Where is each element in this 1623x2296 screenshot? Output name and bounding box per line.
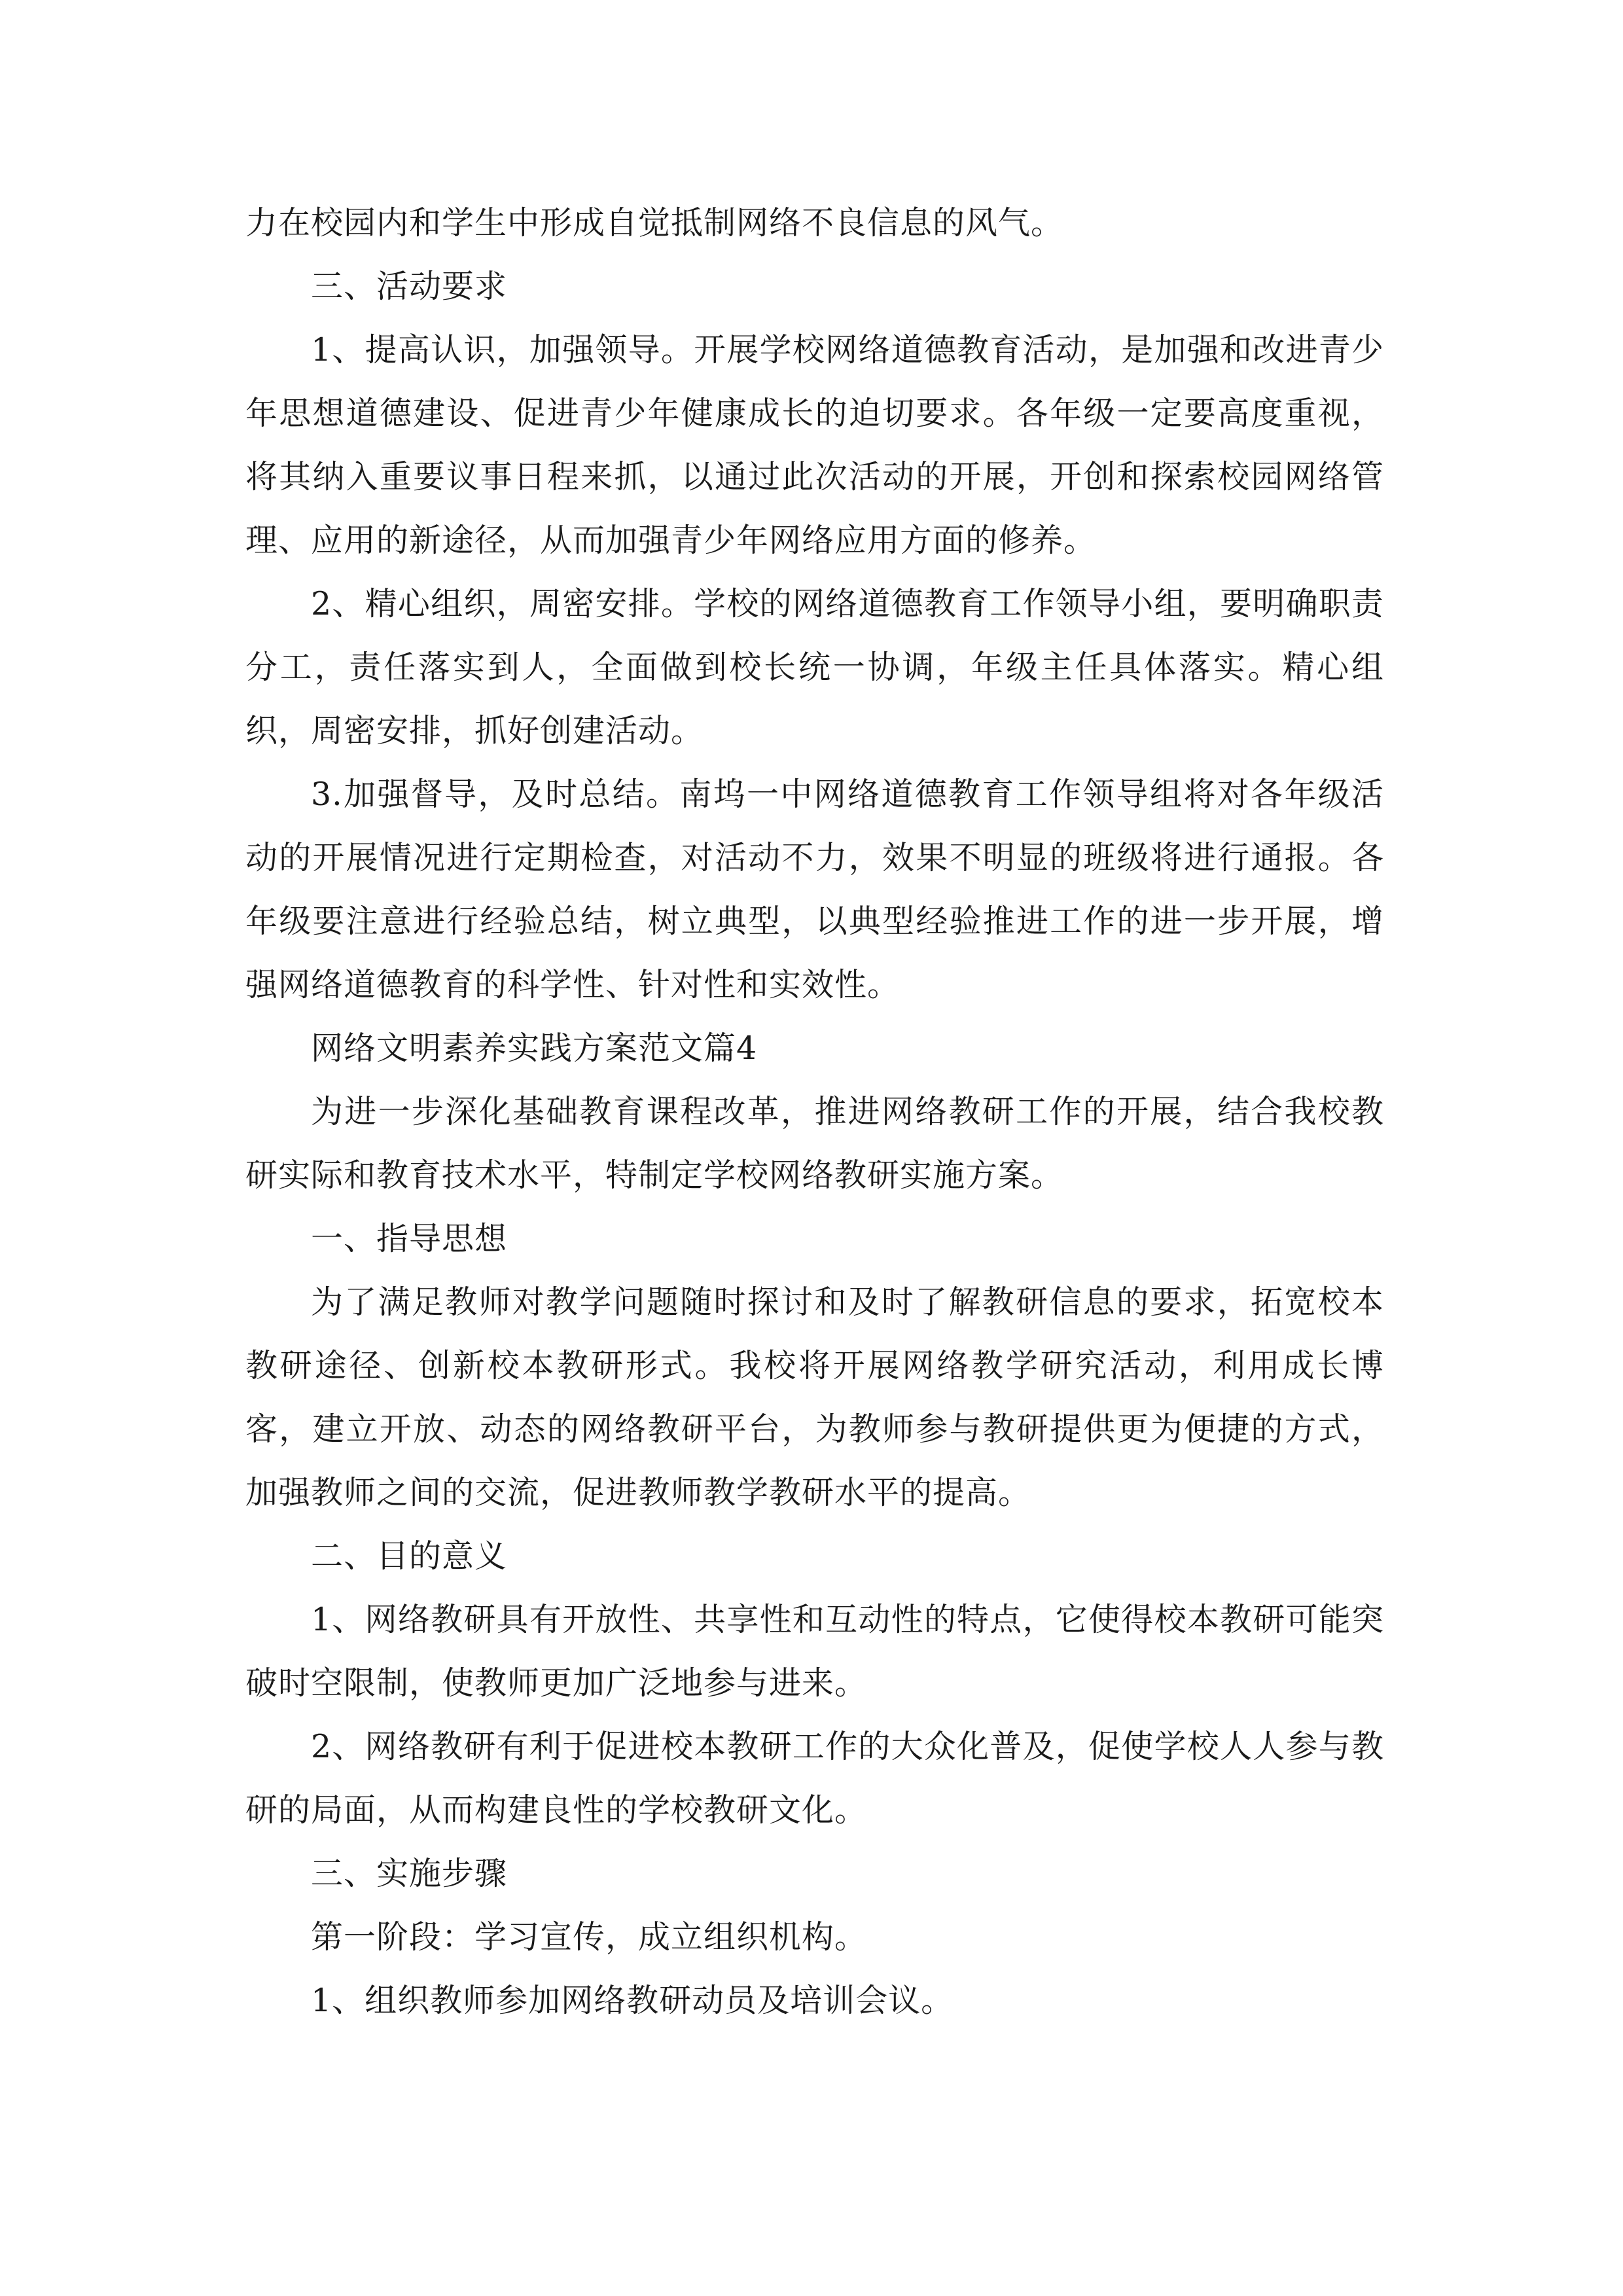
paragraph: 2、精心组织，周密安排。学校的网络道德教育工作领导小组，要明确职责分工，责任落实到人，全面做到校长统一协调，年级主任具体落实。精心组织，周密安排，抓好创建活动。 xyxy=(245,585,1384,749)
section-heading: 二、目的意义 xyxy=(311,1537,508,1575)
paragraph: 1、网络教研具有开放性、共享性和互动性的特点，它使得校本教研可能突破时空限制，使教师更加广泛地参与进来。 xyxy=(245,1601,1384,1702)
section-heading: 一、指导思想 xyxy=(311,1220,508,1257)
section-heading: 三、活动要求 xyxy=(311,268,508,305)
document-body xyxy=(245,191,1384,2032)
paragraph: 1、提高认识，加强领导。开展学校网络道德教育活动，是加强和改进青少年思想道德建设、促进青少年健康成长的迫切要求。各年级一定要高度重视，将其纳入重要议事日程来抓，以通过此次活动的开展，开创和探索校园网络管理、应用的新途径，从而加强青少年网络应用方面的修养。 xyxy=(245,331,1384,559)
paragraph: 为了满足教师对教学问题随时探讨和及时了解教研信息的要求，拓宽校本教研途径、创新校本教研形式。我校将开展网络教学研究活动，利用成长博客，建立开放、动态的网络教研平台，为教师参与教研提供更为便捷的方式，加强教师之间的交流，促进教师教学教研水平的提高。 xyxy=(245,1283,1384,1511)
paragraph: 力在校园内和学生中形成自觉抵制网络不良信息的风气。 xyxy=(245,204,1064,242)
article-title: 网络文明素养实践方案范文篇4 xyxy=(311,1030,758,1067)
section-heading: 三、实施步骤 xyxy=(311,1855,508,1892)
paragraph: 第一阶段：学习宣传，成立组织机构。 xyxy=(311,1918,868,1956)
paragraph: 为进一步深化基础教育课程改革，推进网络教研工作的开展，结合我校教研实际和教育技术水平，特制定学校网络教研实施方案。 xyxy=(245,1093,1384,1194)
paragraph: 1、组织教师参加网络教研动员及培训会议。 xyxy=(311,1982,954,2019)
paragraph: 3.加强督导，及时总结。南坞一中网络道德教育工作领导组将对各年级活动的开展情况进行定期检查，对活动不力，效果不明显的班级将进行通报。各年级要注意进行经验总结，树立典型，以典型经验推进工作的进一步开展，增强网络道德教育的科学性、针对性和实效性。 xyxy=(245,776,1384,1003)
paragraph: 2、网络教研有利于促进校本教研工作的大众化普及，促使学校人人参与教研的局面，从而构建良性的学校教研文化。 xyxy=(245,1728,1384,1829)
